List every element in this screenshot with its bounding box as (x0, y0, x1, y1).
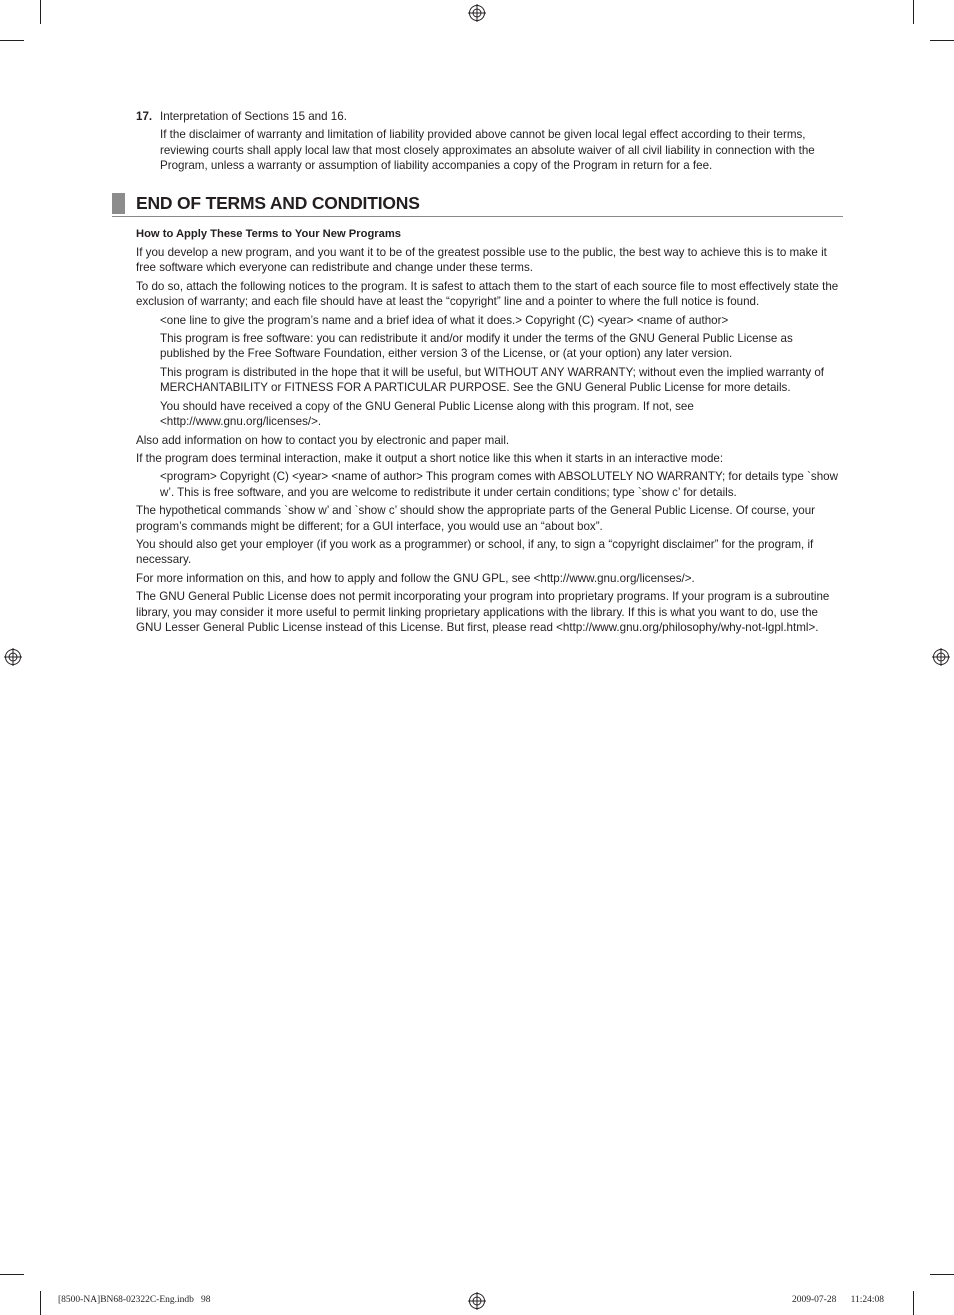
crop-mark-bl-h (0, 1274, 24, 1275)
paragraph: Also add information on how to contact you by electronic and paper mail. (136, 433, 510, 447)
notice-paragraph: This program is distributed in the hope that it will be useful, but WITHOUT ANY WARRANTY; without even the implied warranty of MERCHANTABILITY or FITNESS FOR A PARTICULAR PURPOSE. See the GNU General Public License for more details. (160, 365, 825, 395)
registration-mark-icon (468, 4, 486, 22)
paragraph: The GNU General Public License does not permit incorporating your program into proprietary programs. If your program is a subroutine library, you may consider it more useful to permit linking proprietary applications with the library. If this is what you want to do, use the GNU Lesser General Public License instead of this License. But first, please read <http://www.gnu.org/philosophy/why-not-lgpl.html>. (136, 590, 830, 634)
section-17 (136, 109, 843, 174)
section-heading (112, 192, 843, 217)
footer-timestamp: 2009-07-28 11:24:08 (792, 1295, 885, 1305)
section-number: 17. (136, 110, 153, 123)
registration-mark-icon (4, 648, 22, 666)
paragraph: To do so, attach the following notices to the program. It is safest to attach them to the start of each source file to most effectively state the exclusion of warranty; and each file should have at least the “copyright” line and a pointer to where the full notice is found. (136, 279, 839, 309)
paragraph: The hypothetical commands `show w’ and `show c’ should show the appropriate parts of the General Public License. Of course, your program’s commands might be different; for a GUI interface, you would use an “about box”. (136, 504, 816, 533)
crop-mark-tl-v (40, 0, 41, 24)
notice-paragraph: This program is free software: you can redistribute it and/or modify it under the terms of the GNU General Public License as published by the Free Software Foundation, either version 3 of the License, or (at your option) any later version. (160, 332, 793, 361)
crop-mark-bl-v (40, 1291, 41, 1315)
heading-bar (112, 193, 125, 214)
section-text: If the disclaimer of warranty and limitation of liability provided above cannot be given local legal effect according to their terms, reviewing courts shall apply local law that most closely approximates an absolute waiver of all civil liability in connection with the Program, unless a warranty or assumption of liability accompanies a copy of the Program in return for a fee. (160, 128, 815, 173)
notice-paragraph: You should have received a copy of the GNU General Public License along with this program. If not, see <http://www.gnu.org/licenses/>. (160, 399, 694, 429)
registration-mark-icon (932, 648, 950, 666)
crop-mark-tr-v (913, 0, 914, 24)
notice-paragraph: <program> Copyright (C) <year> <name of author> This program comes with ABSOLUTELY NO WARRANTY; for details type `show w’. This is free software, and you are welcome to redistribute it under certain conditions; type `show c’ for details. (160, 470, 838, 499)
notice-line: <one line to give the program’s name and a brief idea of what it does.> Copyright (C) <year> <name of author> (160, 313, 729, 327)
crop-mark-tr-h (930, 40, 954, 41)
registration-mark-icon (468, 1292, 486, 1310)
footer-file-info: [8500-NA]BN68-02322C-Eng.indb 98 (58, 1295, 211, 1305)
section-title: Interpretation of Sections 15 and 16. (160, 110, 347, 123)
crop-mark-br-v (913, 1291, 914, 1315)
crop-mark-br-h (930, 1274, 954, 1275)
crop-mark-tl-h (0, 40, 24, 41)
paragraph: You should also get your employer (if you work as a programmer) or school, if any, to sign a “copyright disclaimer” for the program, if necessary. (136, 537, 814, 567)
paragraph: For more information on this, and how to apply and follow the GNU GPL, see <http://www.gnu.org/licenses/>. (136, 571, 695, 585)
subheading: How to Apply These Terms to Your New Programs (136, 227, 402, 240)
page-content (136, 109, 843, 638)
paragraph: If the program does terminal interaction, make it output a short notice like this when it starts in an interactive mode: (136, 451, 724, 465)
paragraph: If you develop a new program, and you want it to be of the greatest possible use to the public, the best way to achieve this is to make it free software which everyone can redistribute and change under these terms. (136, 246, 827, 275)
heading-title: END OF TERMS AND CONDITIONS (136, 192, 420, 213)
